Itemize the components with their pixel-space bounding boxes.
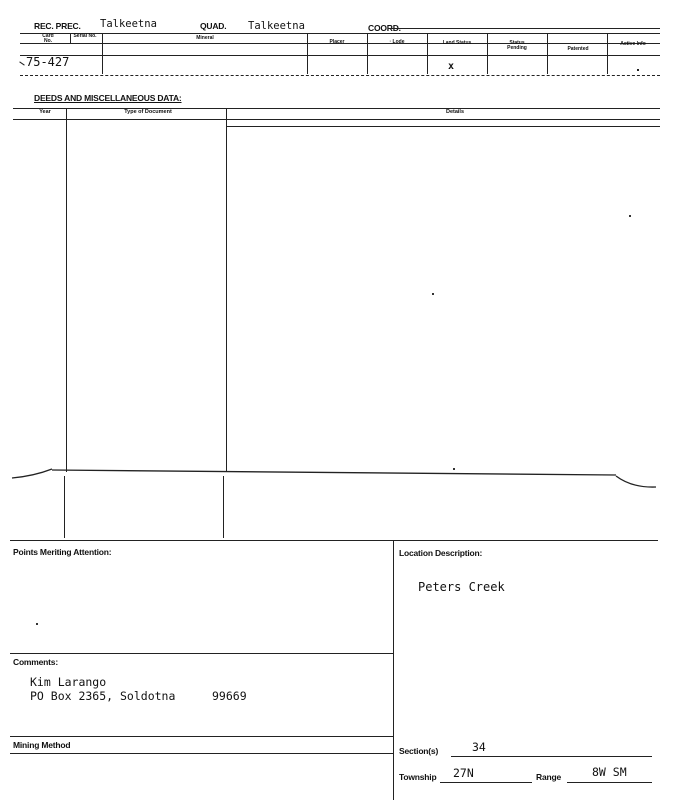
- comments-line-1: Kim Larango: [30, 675, 107, 689]
- deeds-top-rule: [13, 108, 660, 109]
- coord-label: COORD.: [368, 23, 401, 33]
- deeds-header-rule: [13, 119, 660, 120]
- comments-line-2: PO Box 2365, Soldotna: [30, 689, 176, 703]
- deeds-divider: [226, 108, 227, 472]
- col-header-year: Year: [39, 109, 51, 115]
- mining-method-label: Mining Method: [13, 740, 71, 750]
- col-header-patented: Patented: [567, 46, 589, 52]
- location-description-label: Location Description:: [399, 548, 483, 558]
- speck: [637, 69, 639, 71]
- col-divider: [607, 33, 608, 74]
- col-divider: [547, 33, 548, 74]
- table-bottom-rule: [20, 75, 660, 76]
- table-mid-rule: [20, 55, 660, 56]
- col-header-serial-no: Serial No.: [73, 33, 97, 39]
- rec-prec-label: REC. PREC.: [34, 21, 81, 31]
- speck: [453, 468, 455, 470]
- col-divider: [102, 33, 103, 74]
- col-divider: [307, 33, 308, 74]
- col-divider: [70, 33, 71, 43]
- section-underline: [451, 756, 652, 757]
- col-header-placer: Placer: [329, 39, 345, 45]
- bottom-divider: [393, 540, 394, 800]
- col-divider: [487, 33, 488, 74]
- col-header-status-pending: Status Pending: [507, 40, 527, 51]
- township-value: 27N: [453, 766, 474, 780]
- col-header-mineral: Mineral: [196, 35, 214, 41]
- range-underline: [567, 782, 652, 783]
- comments-rule: [10, 653, 393, 654]
- table-top-rule: [20, 33, 660, 34]
- mining-underline: [10, 753, 393, 754]
- card-no-value: 75-427: [26, 55, 70, 69]
- mining-rule: [10, 736, 393, 737]
- page-seam: [0, 460, 678, 500]
- details-rule: [226, 126, 660, 127]
- township-underline: [440, 782, 532, 783]
- quad-value: Talkeetna: [248, 20, 305, 32]
- col-header-active-info: Active Info: [620, 41, 646, 47]
- col-divider: [427, 33, 428, 74]
- location-description-value: Peters Creek: [418, 580, 505, 594]
- coord-underline: [388, 28, 660, 29]
- quad-label: QUAD.: [200, 21, 227, 31]
- speck: [629, 215, 631, 217]
- land-status-mark: x: [448, 61, 455, 72]
- points-label: Points Meriting Attention:: [13, 547, 112, 557]
- rec-prec-value: Talkeetna: [100, 18, 157, 30]
- section-value: 34: [472, 740, 486, 754]
- col-header-type-of-document: Type of Document: [124, 109, 172, 115]
- col-header-lode: · Lode: [389, 39, 405, 45]
- col-divider: [367, 33, 368, 74]
- comments-zip: 99669: [212, 689, 247, 703]
- speck: [432, 293, 434, 295]
- speck: [36, 623, 38, 625]
- col-header-card-no: Card No.: [42, 33, 54, 44]
- col-header-land-status: Land Status: [442, 40, 472, 46]
- margin-mark: [19, 61, 24, 65]
- col-header-details: Details: [445, 109, 465, 115]
- range-value: 8W SM: [592, 765, 627, 779]
- comments-label: Comments:: [13, 657, 58, 667]
- deeds-divider: [66, 108, 67, 472]
- township-label: Township: [399, 772, 437, 782]
- deeds-title: DEEDS AND MISCELLANEOUS DATA:: [34, 93, 182, 103]
- bottom-section-rule: [10, 540, 658, 541]
- range-label: Range: [536, 772, 561, 782]
- section-label: Section(s): [399, 746, 439, 756]
